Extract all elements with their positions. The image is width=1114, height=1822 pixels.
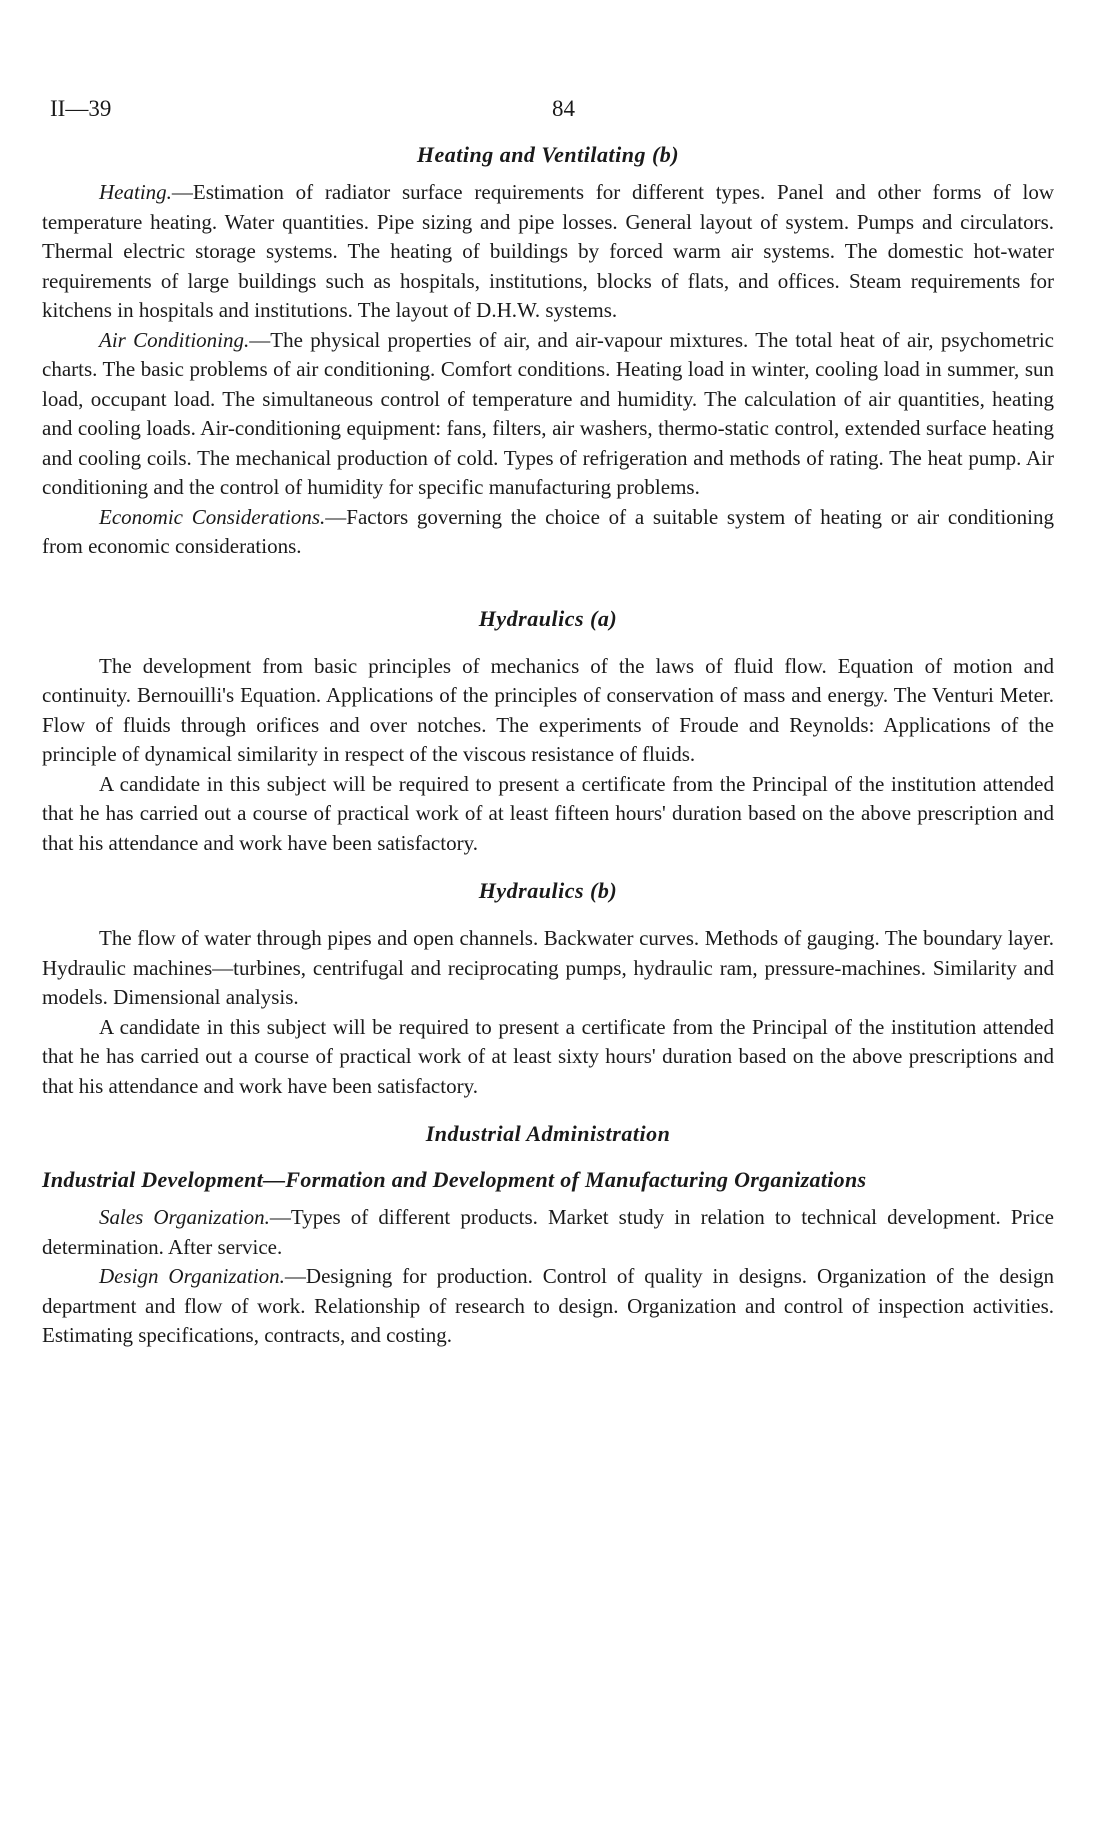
paragraph: A candidate in this subject will be required to present a certificate from the Principal of the institution attended that he has carried out a course of practical work of at least fifteen hours' duration based on the above prescription and that his attendance and work have been satisfactory. xyxy=(42,771,1054,855)
paragraph-lead: Air Conditioning. xyxy=(99,327,250,352)
section-title: Hydraulics (a) xyxy=(478,605,618,631)
section-title: Industrial Administration xyxy=(425,1121,671,1146)
section-hydraulics-a xyxy=(42,606,1054,859)
paragraph xyxy=(42,326,1054,503)
section-industrial-administration xyxy=(42,1121,1054,1351)
section-heating-ventilating xyxy=(42,132,1054,562)
paragraph-text: —Factors governing the choice of a suitable system of heating or air conditioning from economic considerations. xyxy=(42,504,1054,558)
page-reference: II—39 xyxy=(50,96,112,121)
paragraph-text: —Estimation of radiator surface requirements for different types. Panel and other forms of low temperature heating. Water quantities. Pipe sizing and pipe losses. General layout of system. Pumps and circulators. Thermal electric storage systems. The heating of buildings by forced warm air systems. The domestic hot-water requirements of large buildings such as hospitals, institutions, blocks of flats, and offices. Steam requirements for kitchens in hospitals and institutions. The layout of D.H.W. systems. xyxy=(42,180,1054,322)
paragraph xyxy=(42,178,1054,326)
subsection-title: Industrial Development—Formation and Development of Manufacturing Organizations xyxy=(42,1167,867,1192)
document-page xyxy=(42,96,1054,1351)
paragraph xyxy=(42,503,1054,562)
paragraph-lead: Heating. xyxy=(99,180,172,204)
section-title: Heating and Ventilating (b) xyxy=(416,142,680,167)
paragraph-text: —The physical properties of air, and air-vapour mixtures. The total heat of air, psychometric charts. The basic problems of air conditioning. Comfort conditions. Heating load in winter, cooling load in summer, sun load, occupant load. The simultaneous control of temperature and humidity. The calculation of air quantities, heating and cooling loads. Air-conditioning equipment: fans, filters, air washers, thermo-static control, extended surface heating and cooling coils. The mechanical production of cold. Types of refrigeration and methods of rating. The heat pump. Air conditioning and the control of humidity for specific manufacturing problems. xyxy=(42,327,1055,499)
page-header xyxy=(42,96,1054,132)
paragraph: The development from basic principles of mechanics of the laws of fluid flow. Equation of motion and continuity. Bernouilli's Equation. Applications of the principles of conservation of mass and energy. The Venturi Meter. Flow of fluids through orifices and over notches. The experiments of Froude and Reynolds: Applications of the principle of dynamical similarity in respect of the viscous resistance of fluids. xyxy=(42,653,1054,766)
section-title: Hydraulics (b) xyxy=(478,878,618,903)
section-hydraulics-b xyxy=(42,878,1054,1101)
paragraph: The flow of water through pipes and open channels. Backwater curves. Methods of gauging. The boundary layer. Hydraulic machines—turbines, centrifugal and reciprocating pumps, hydraulic ram, pressure-machines. Similarity and models. Dimensional analysis. xyxy=(42,926,1054,1009)
paragraph-lead: Economic Considerations. xyxy=(99,504,326,529)
paragraph-text: —Designing for production. Control of quality in designs. Organization of the design department and flow of work. Relationship of research to design. Organization and control of inspection activities. Estimating specifications, contracts, and costing. xyxy=(42,1264,1055,1347)
paragraph-text: —Types of different products. Market study in relation to technical development. Price determination. After service. xyxy=(42,1205,1054,1259)
paragraph-lead: Sales Organization. xyxy=(99,1205,270,1229)
paragraph-lead: Design Organization. xyxy=(99,1264,285,1288)
page-number: 84 xyxy=(552,96,575,121)
paragraph: A candidate in this subject will be required to present a certificate from the Principal of the institution attended that he has carried out a course of practical work of at least sixty hours' duration based on the above prescriptions and that his attendance and work have been satisfactory. xyxy=(42,1014,1054,1098)
paragraph xyxy=(42,1262,1054,1351)
paragraph xyxy=(42,1203,1054,1262)
